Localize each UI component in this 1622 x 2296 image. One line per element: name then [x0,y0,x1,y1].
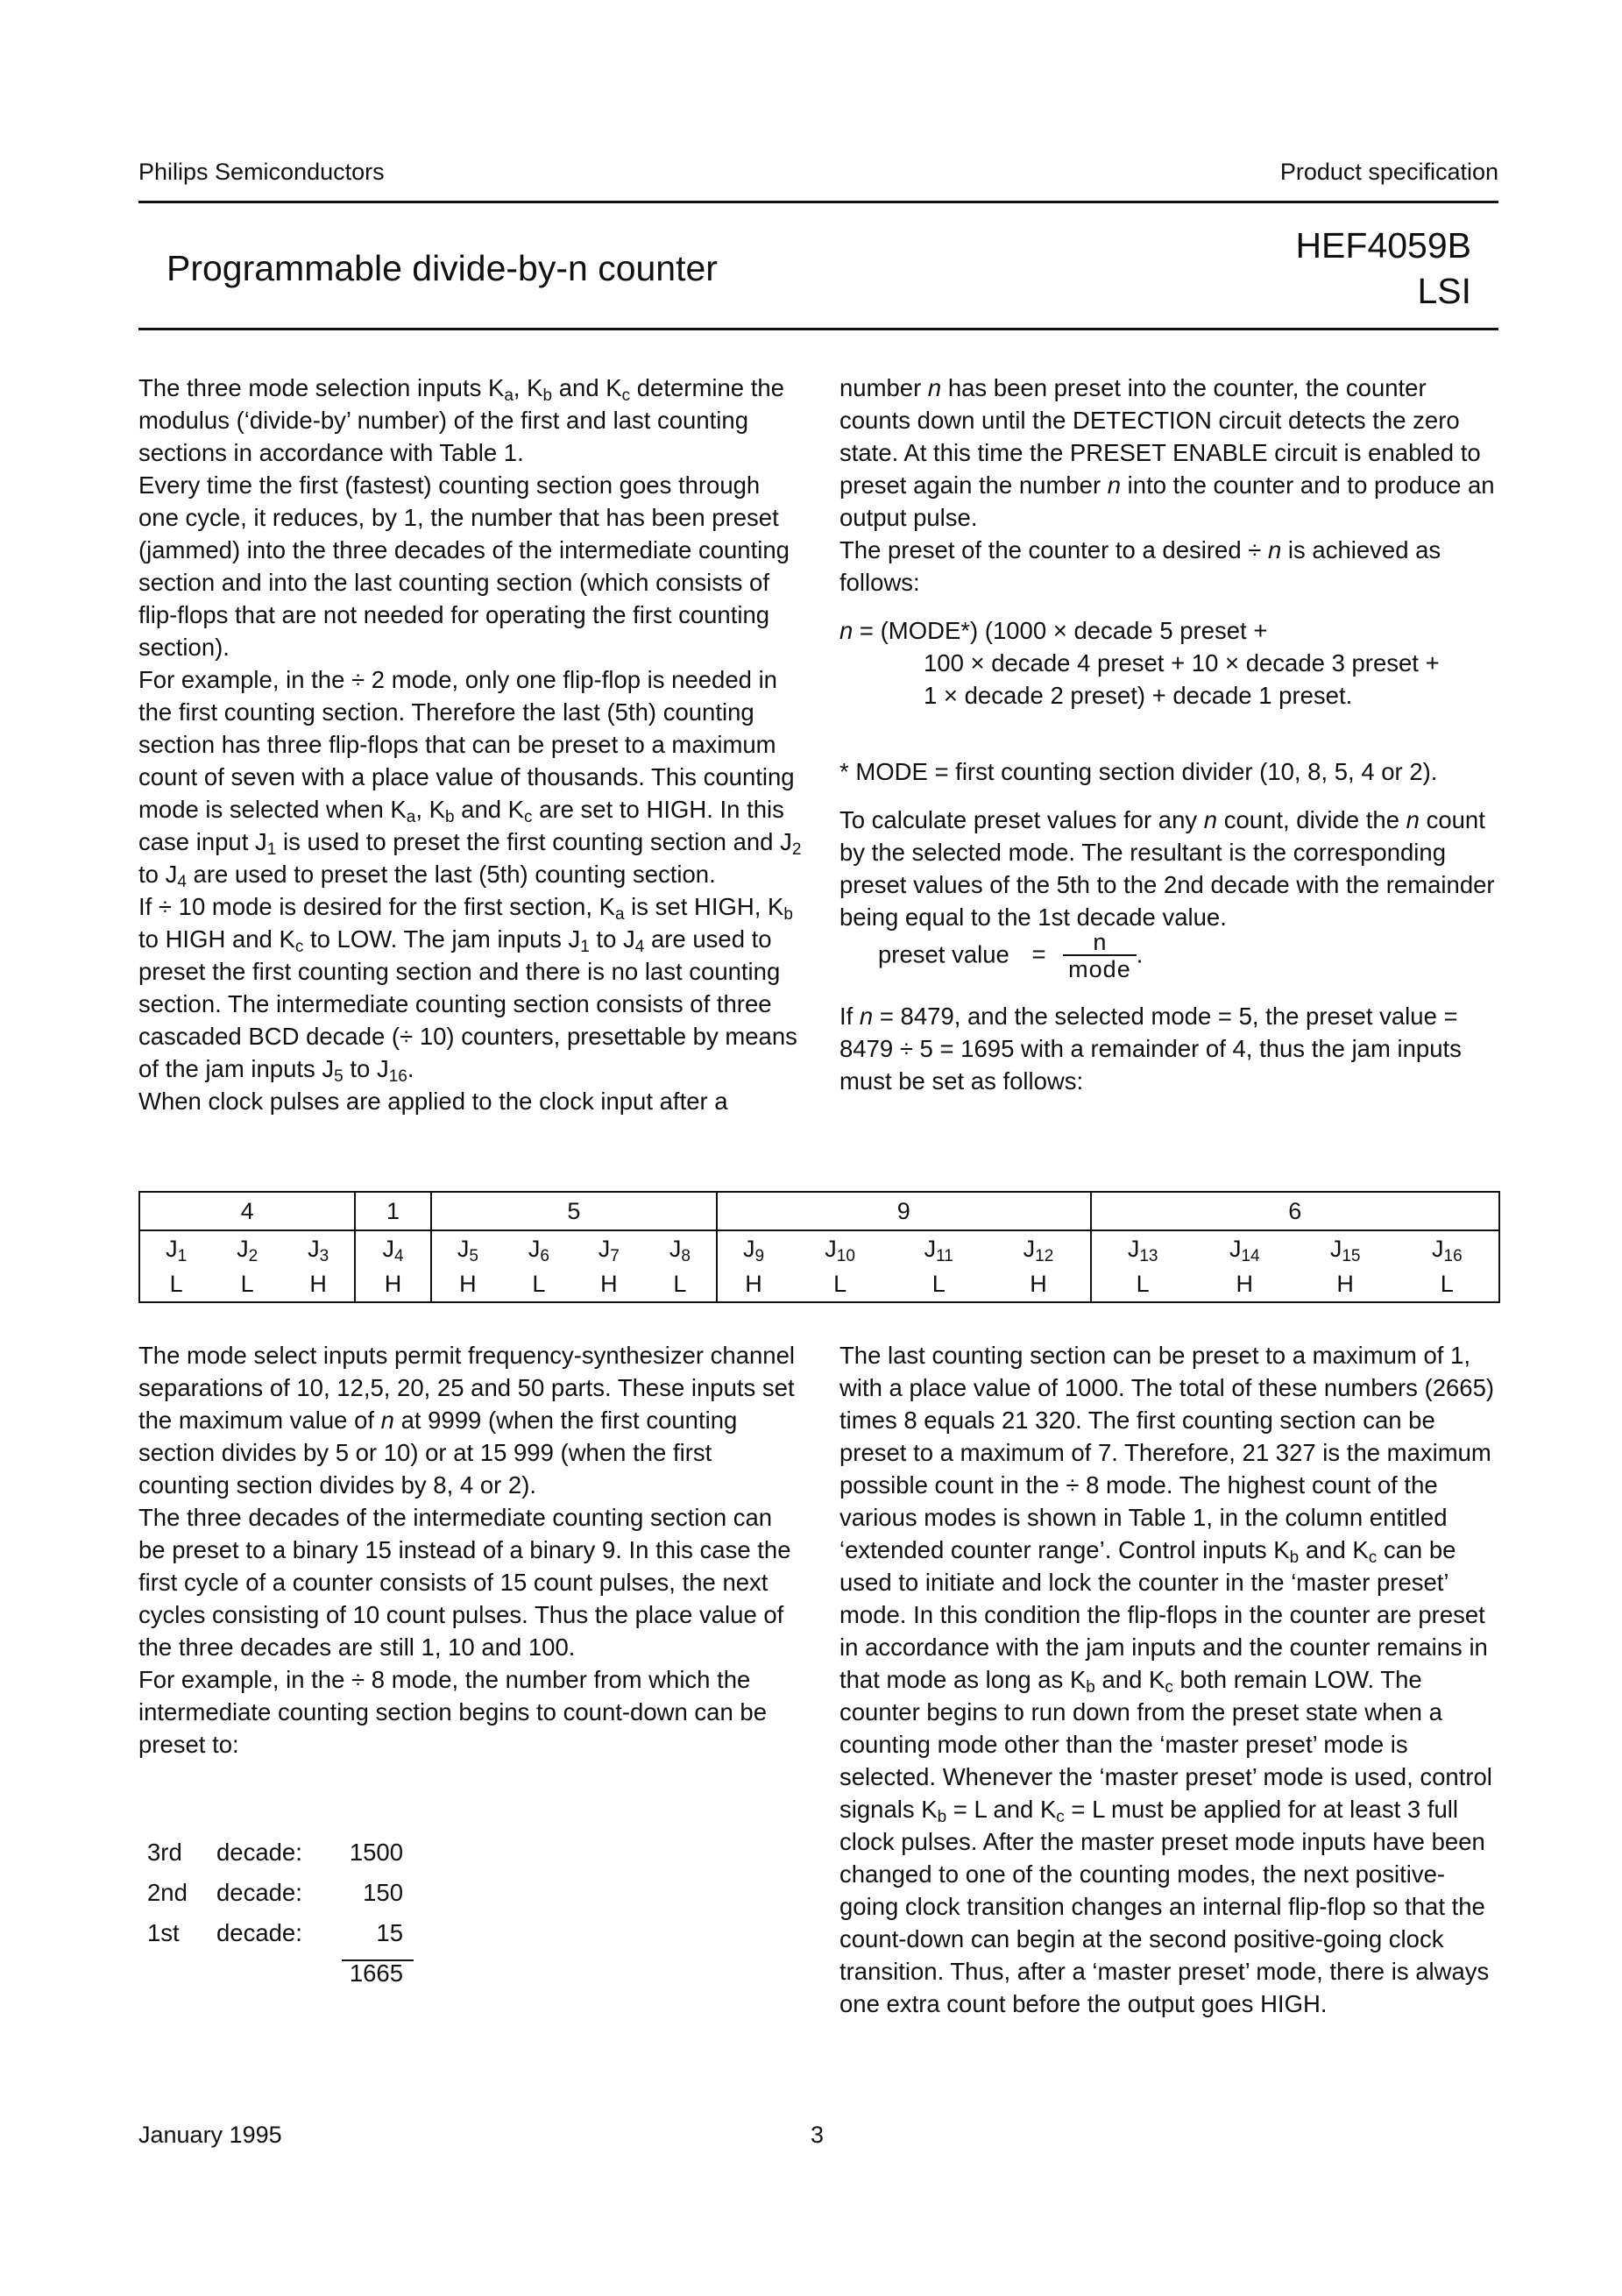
jam-input-cell: $J_{11}$ [924,1235,953,1265]
paragraph: If n = 8479, and the selected mode = 5, the preset value = 8479 ÷ 5 = 1695 with a remainder of 4, thus the jam inputs must be set as follows: [839,1003,1462,1095]
title-rule [138,328,1498,330]
jam-level-cell: L [212,1266,282,1302]
paragraph: For example, in the ÷ 8 mode, the number from which the intermediate counting section begins to count-down can be preset to: [138,1666,767,1758]
table-row-levels [139,1266,1499,1302]
part-number-code: HEF4059B [1295,225,1471,266]
jam-level-cell: L [504,1266,574,1302]
preset-value-formula: preset value = $\frac{n}{\text{mode}}$ . [878,929,1144,982]
jam-level-cell: L [1396,1266,1499,1302]
jam-level-cell: H [282,1266,355,1302]
jam-level-cell: H [431,1266,504,1302]
jam-level-cell: H [717,1266,790,1302]
part-number [1295,223,1471,314]
part-family: LSI [1417,271,1471,311]
jam-input-cell: $J_4$ [355,1230,431,1266]
jam-input-cell: $J_{16}$ [1396,1230,1499,1266]
jam-input-cell: $J_9$ [717,1230,790,1266]
decade-label: decade: [216,1879,302,1906]
equals-sign: = [1031,940,1046,968]
jam-level-cell: L [890,1266,987,1302]
jam-input-cell: $J_6$ [528,1235,549,1265]
right-column-bottom [839,1339,1501,2020]
paragraph: Every time the first (fastest) counting section goes through one cycle, it reduces, by 1, the number that has been preset (jammed) into the three decades of the intermediate counting section and into the last counting section (which consists of flip-flops that are not needed for operating the first counting section). [138,471,790,661]
fraction-numerator: n [1093,929,1107,955]
digit-cell: 5 [431,1192,717,1230]
jam-level-cell: L [139,1266,212,1302]
page-title: Programmable divide-by-n counter [166,248,718,288]
decade-ordinal: 2nd [147,1879,188,1906]
footer-date: January 1995 [138,2122,282,2148]
header-rule [138,201,1498,203]
paragraph: number n has been preset into the counter, the counter counts down until the DETECTION circuit detects the zero state. At this time the PRESET ENABLE circuit is enabled to preset again the number n into the counter and to produce an output pulse. [839,374,1495,531]
left-column-bottom [138,1339,804,1761]
table-row-digits [139,1192,1499,1230]
decade-ordinal: 3rd [147,1839,182,1866]
paragraph: For example, in the ÷ 2 mode, only one flip-flop is needed in the first counting section. Therefore the last (5th) counting section has three flip-flops that can be preset to a maximum count of seven with a place value of thousands. This counting mode is selected when $K_a$, $K_b$ and $K_c$ are set to HIGH. In this case input $J_1$ is used to preset the first counting section and $J_2$ to $J_4$ are used to preset the last (5th) counting section. [138,666,802,891]
digit-cell: 4 [139,1192,355,1230]
company-name: Philips Semiconductors [138,159,385,185]
mode-footnote: * MODE = first counting section divider (10, 8, 5, 4 or 2). [839,758,1438,785]
jam-level-cell: H [987,1266,1090,1302]
jam-input-cell: $J_{12}$ [987,1230,1090,1266]
jam-level-cell: L [644,1266,717,1302]
jam-level-cell: L [1091,1266,1194,1302]
preset-equation-line-3: 1 × decade 2 preset) + decade 1 preset. [924,682,1353,709]
jam-input-cell: $J_{13}$ [1091,1230,1194,1266]
preset-value-label: preset value [878,940,1009,968]
decade-label: decade: [216,1919,302,1946]
jam-level-cell: H [574,1266,644,1302]
digit-cell: 6 [1091,1192,1499,1230]
decade-ordinal: 1st [147,1919,180,1946]
jam-input-cell: $J_7$ [598,1235,620,1265]
fraction-denominator: mode [1063,954,1137,982]
document-type: Product specification [1279,159,1498,185]
preset-equation-line-2: 100 × decade 4 preset + 10 × decade 3 preset + [924,649,1440,677]
left-column-top [138,372,804,1117]
jam-input-cell: $J_1$ [139,1230,212,1266]
paragraph: If ÷ 10 mode is desired for the first section, $K_a$ is set HIGH, $K_b$ to HIGH and $K_c$ to LOW. The jam inputs $J_1$ to $J_4$ are used to preset the first counting section and there is no last counting section. The intermediate counting section consists of three cascaded BCD decade (÷ 10) counters, presettable by means of the jam inputs $J_5$ to $J_{16}$. [138,893,797,1086]
jam-level-cell: H [1194,1266,1295,1302]
jam-input-cell: $J_5$ [431,1230,504,1266]
decade-total: 1665 [349,1959,403,1987]
jam-inputs-table [138,1191,1500,1303]
jam-input-cell: $J_8$ [644,1230,717,1266]
jam-input-cell: $J_{10}$ [825,1235,855,1265]
jam-level-cell: H [1295,1266,1396,1302]
paragraph: The last counting section can be preset to a maximum of 1, with a place value of 1000. The total of these numbers (2665) times 8 equals 21 320. The first counting section can be preset to a maximum of 7. Therefore, 21 327 is the maximum possible count in the ÷ 8 mode. The highest count of the various modes is shown in Table 1, in the column entitled ‘extended counter range’. Control inputs $K_b$ and $K_c$ can be used to initiate and lock the counter in the ‘master preset’ mode. In this condition the flip-flops in the counter are preset in accordance with the jam inputs and the counter remains in that mode as long as $K_b$ and $K_c$ both remain LOW. The counter begins to run down from the preset state when a counting mode other than the ‘master preset’ mode is selected. Whenever the ‘master preset’ mode is used, control signals $K_b = L$ and $K_c = L$ must be applied for at least 3 full clock pulses. After the master preset mode inputs have been changed to one of the counting modes, the next positive-going clock transition changes an internal flip-flop so that the count-down can begin at the second positive-going clock transition. Thus, after a ‘master preset’ mode, there is always one extra count before the output goes HIGH. [839,1342,1495,2017]
decade-value: 15 [376,1919,403,1946]
paragraph: The mode select inputs permit frequency-synthesizer channel separations of 10, 12,5, 20, 25 and 50 parts. These inputs set the maximum value of n at 9999 (when the first counting section divides by 5 or 10) or at 15 999 (when the first counting section divides by 8, 4 or 2). [138,1342,795,1499]
right-column-top [839,372,1497,1097]
jam-input-cell: $J_{15}$ [1329,1235,1361,1265]
jam-input-cell: $J_2$ [237,1235,259,1265]
jam-level-cell: H [355,1266,431,1302]
paragraph: The preset of the counter to a desired ÷ n is achieved as follows: [839,536,1441,596]
table-row-inputs [139,1230,1499,1266]
paragraph: The three mode selection inputs $K_a$, $K_b$ and $K_c$ determine the modulus (‘divide-by’ number) of the first and last counting sections in accordance with Table 1. [138,374,784,466]
preset-equation-line-1: n = (MODE*) (1000 × decade 5 preset + [839,617,1268,644]
page-number: 3 [811,2122,825,2148]
jam-level-cell: L [790,1266,890,1302]
fraction [1063,930,1137,982]
digit-cell: 1 [355,1192,431,1230]
digit-cell: 9 [717,1192,1091,1230]
paragraph: When clock pulses are applied to the clock input after a [138,1088,728,1115]
paragraph: The three decades of the intermediate counting section can be preset to a binary 15 instead of a binary 9. In this case the first cycle of a counter consists of 15 count pulses, the next cycles consisting of 10 count pulses. Thus the place value of the three decades are still 1, 10 and 100. [138,1504,791,1661]
paragraph: To calculate preset values for any n count, divide the n count by the selected mode. The resultant is the corresponding preset values of the 5th to the 2nd decade with the remainder being equal to the 1st decade value. [839,806,1495,931]
jam-input-cell: $J_3$ [282,1230,355,1266]
decade-label: decade: [216,1839,302,1866]
decade-value: 1500 [349,1839,403,1866]
jam-input-cell: $J_{14}$ [1229,1235,1260,1265]
decade-value: 150 [363,1879,403,1906]
